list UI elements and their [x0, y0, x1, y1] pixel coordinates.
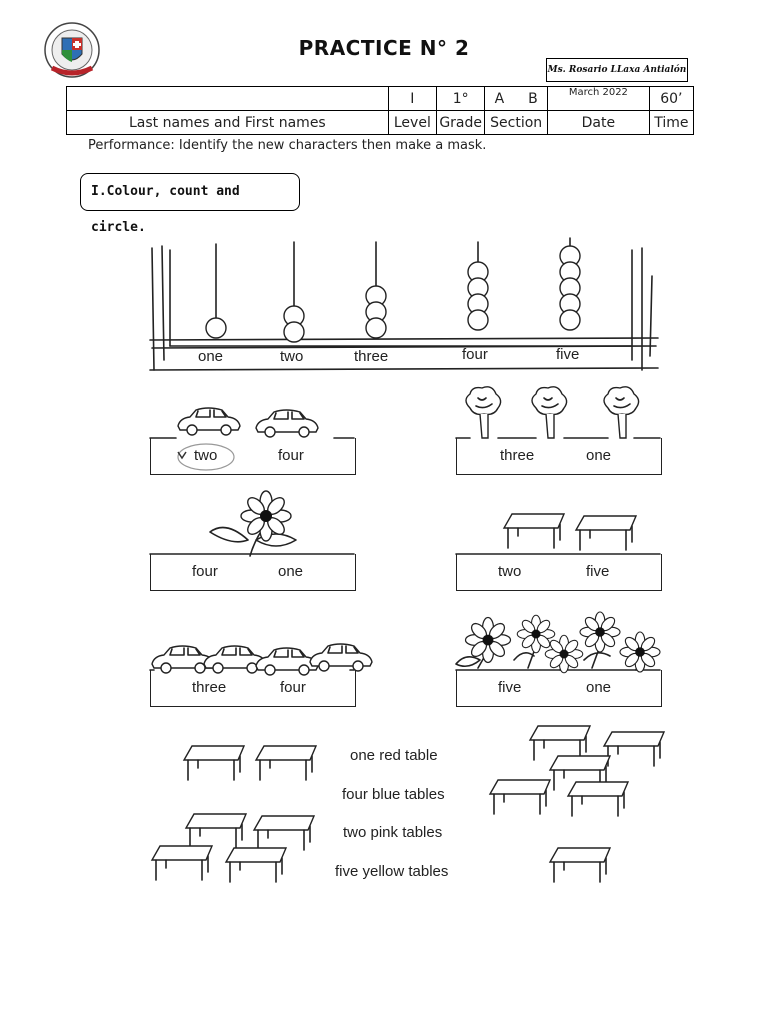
grade-value: 1° [437, 87, 485, 111]
grade-label: Grade [437, 111, 485, 135]
option-four[interactable]: four [278, 447, 304, 464]
option-two[interactable]: two [194, 447, 218, 464]
option-four[interactable]: four [192, 563, 218, 580]
task-four-blue-tables: four blue tables [342, 786, 445, 803]
abacus-label-five: five [556, 346, 580, 363]
date-value: March 2022 [548, 87, 650, 111]
time-value: 60’ [649, 87, 693, 111]
car-icon [178, 408, 318, 437]
level-label: Level [388, 111, 436, 135]
task-one-red-table: one red table [350, 747, 438, 764]
level-value: I [388, 87, 436, 111]
section-a: A [494, 90, 505, 107]
time-label: Time [649, 111, 693, 135]
option-one[interactable]: one [586, 447, 612, 464]
section-label: Section [485, 111, 548, 135]
section-b: B [528, 90, 538, 107]
option-one[interactable]: one [278, 563, 304, 580]
name-label: Last names and First names [67, 111, 389, 135]
option-five[interactable]: five [586, 563, 610, 580]
task-two-pink-tables: two pink tables [343, 824, 443, 841]
option-two[interactable]: two [498, 563, 522, 580]
abacus-label-one: one [198, 348, 224, 365]
teacher-name: Ms. Rosario LLaxa Antialón [546, 58, 688, 82]
performance-text: Performance: Identify the new characters then make a mask. [88, 138, 487, 153]
abacus-label-two: two [280, 348, 304, 365]
abacus-label-four: four [462, 346, 488, 363]
date-label: Date [548, 111, 650, 135]
option-five[interactable]: five [498, 679, 522, 696]
option-three[interactable]: three [500, 447, 535, 464]
abacus-label-three: three [354, 348, 389, 365]
car-icon [152, 644, 372, 675]
option-four[interactable]: four [280, 679, 306, 696]
table-icon [504, 514, 636, 550]
page-title: PRACTICE N° 2 [298, 36, 470, 60]
instruction-box: I.Colour, count and circle. [80, 173, 300, 211]
option-one[interactable]: one [586, 679, 612, 696]
flower-icon [456, 612, 660, 673]
task-five-yellow-tables: five yellow tables [335, 863, 449, 880]
option-three[interactable]: three [192, 679, 227, 696]
flower-icon [210, 491, 296, 556]
tree-icon [466, 387, 639, 438]
